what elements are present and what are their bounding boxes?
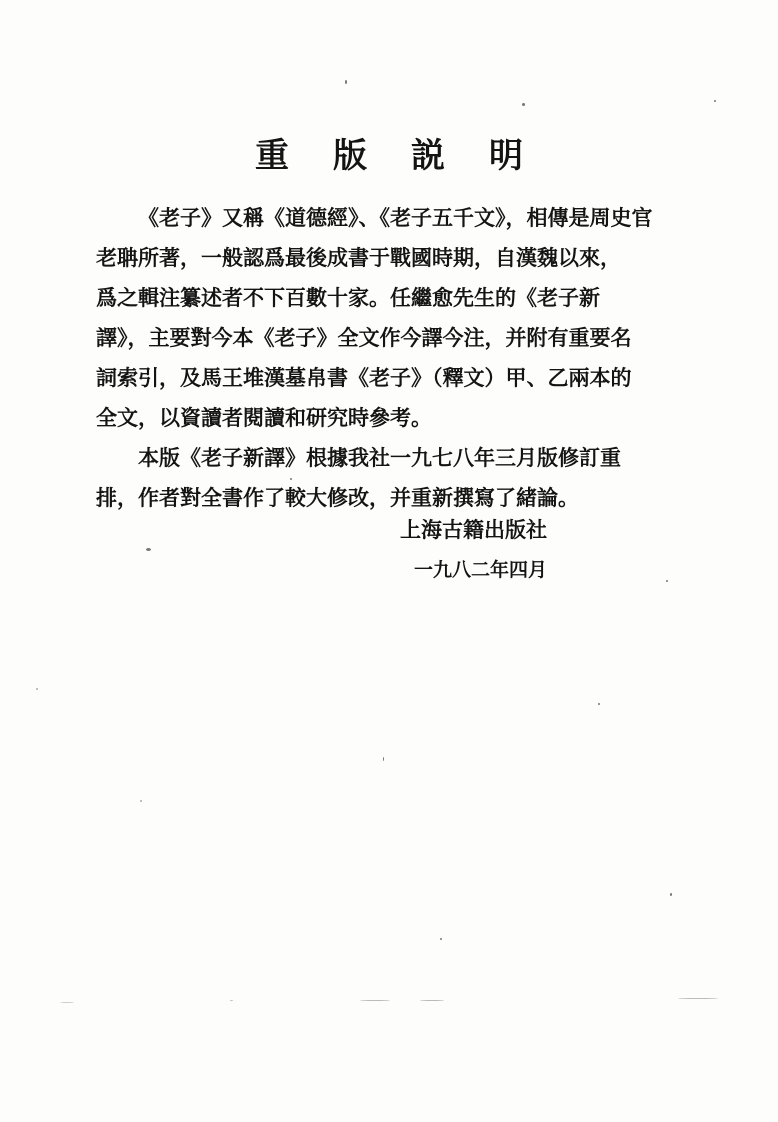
scan-speck bbox=[383, 757, 384, 761]
scan-speck bbox=[420, 1000, 444, 1001]
text-line: 排，作者對全書作了較大修改，并重新撰寫了緒論。 bbox=[96, 485, 579, 510]
scan-speck bbox=[440, 938, 442, 940]
signature-block bbox=[400, 510, 547, 590]
text-line: 詞索引，及馬王堆漢墓帛書《老子》（釋文）甲、乙兩本的 bbox=[96, 365, 632, 390]
text-line: 全文，以資讀者閱讀和研究時參考。 bbox=[96, 405, 432, 430]
scan-speck bbox=[60, 1002, 74, 1003]
title-char: 重 bbox=[255, 136, 289, 176]
scan-speck bbox=[36, 688, 38, 690]
title-char: 説 bbox=[411, 136, 445, 176]
title-char: 明 bbox=[489, 136, 523, 176]
scan-speck bbox=[598, 703, 600, 705]
title-char: 版 bbox=[333, 136, 367, 176]
scan-speck bbox=[290, 478, 292, 480]
scan-speck bbox=[345, 80, 347, 84]
text-line: 本版《老子新譯》根據我社一九七八年三月版修訂重 bbox=[138, 445, 621, 470]
scan-speck bbox=[140, 800, 142, 802]
scan-speck bbox=[146, 548, 151, 551]
body-text bbox=[96, 198, 651, 518]
scan-speck bbox=[670, 893, 672, 896]
scan-speck bbox=[666, 580, 668, 582]
text-line: 老聃所著，一般認爲最後成書于戰國時期，自漢魏以來， bbox=[96, 245, 621, 270]
publisher-name: 上海古籍出版社 bbox=[400, 517, 547, 542]
text-line: 譯》，主要對今本《老子》全文作今譯今注，并附有重要名 bbox=[96, 325, 632, 350]
publication-date: 一九八二年四月 bbox=[414, 559, 548, 581]
scan-speck bbox=[360, 1000, 390, 1001]
page-title bbox=[0, 128, 778, 177]
scan-speck bbox=[230, 1000, 233, 1001]
text-line: 爲之輯注纂述者不下百數十家。任繼愈先生的《老子新 bbox=[96, 285, 600, 310]
paragraph bbox=[96, 438, 651, 518]
text-line: 《老子》又稱《道德經》、《老子五千文》，相傳是周史官 bbox=[138, 205, 653, 230]
paragraph bbox=[96, 198, 651, 438]
scan-speck bbox=[714, 100, 716, 102]
scan-speck bbox=[678, 998, 718, 999]
scan-speck bbox=[522, 103, 525, 106]
